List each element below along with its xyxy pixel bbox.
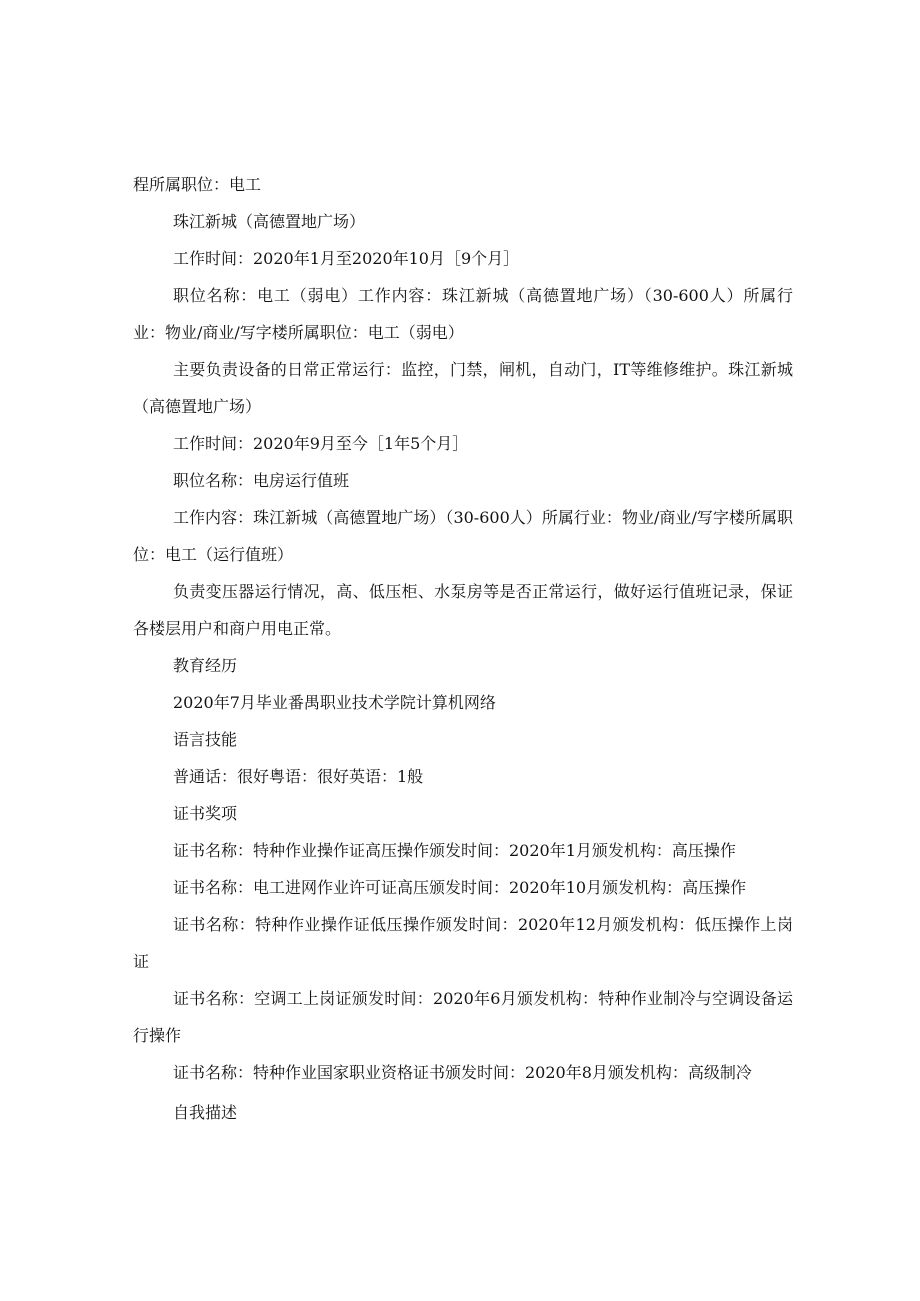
paragraph-job-title: 职位名称：电房运行值班 bbox=[173, 471, 350, 490]
paragraph-job-details: 职位名称：电工（弱电）工作内容：珠江新城（高德置地广场）（30-600人）所属行业：物业/商业/写字楼所属职位：电工（弱电） bbox=[133, 286, 793, 342]
paragraph-education-entry: 2020年7月毕业番禺职业技术学院计算机网络 bbox=[173, 693, 496, 712]
paragraph-company-name: 珠江新城（高德置地广场） bbox=[173, 212, 366, 231]
section-heading-languages: 语言技能 bbox=[173, 730, 238, 749]
paragraph-certificate-entry: 证书名称：特种作业国家职业资格证书颁发时间：2020年8月颁发机构：高级制冷 bbox=[173, 1063, 752, 1082]
section-heading-education: 教育经历 bbox=[173, 656, 238, 675]
paragraph-certificate-entry: 证书名称：特种作业操作证低压操作颁发时间：2020年12月颁发机构：低压操作上岗证 bbox=[133, 915, 793, 971]
paragraph-certificate-entry: 证书名称：电工进网作业许可证高压颁发时间：2020年10月颁发机构：高压操作 bbox=[173, 878, 747, 897]
paragraph-job-details: 工作内容：珠江新城（高德置地广场）（30-600人）所属行业：物业/商业/写字楼所属职位：电工（运行值班） bbox=[133, 508, 793, 564]
section-heading-certificates: 证书奖项 bbox=[173, 804, 238, 823]
paragraph-duties: 主要负责设备的日常正常运行：监控，门禁，闸机，自动门，IT等维修维护。珠江新城（高德置地广场） bbox=[133, 360, 793, 416]
resume-body bbox=[133, 166, 793, 1131]
paragraph-work-period: 工作时间：2020年1月至2020年10月［9个月］ bbox=[173, 249, 520, 268]
paragraph-duties: 负责变压器运行情况，高、低压柜、水泵房等是否正常运行，做好运行值班记录，保证各楼层用户和商户用电正常。 bbox=[133, 582, 793, 638]
paragraph-certificate-entry: 证书名称：空调工上岗证颁发时间：2020年6月颁发机构：特种作业制冷与空调设备运行操作 bbox=[133, 989, 793, 1045]
paragraph-work-period: 工作时间：2020年9月至今［1年5个月］ bbox=[173, 434, 469, 453]
paragraph-certificate-entry: 证书名称：特种作业操作证高压操作颁发时间：2020年1月颁发机构：高压操作 bbox=[173, 841, 736, 860]
paragraph-language-skills: 普通话：很好粤语：很好英语：1般 bbox=[173, 767, 424, 786]
section-heading-self-description: 自我描述 bbox=[173, 1103, 238, 1122]
paragraph-position-continued: 程所属职位：电工 bbox=[133, 175, 262, 194]
